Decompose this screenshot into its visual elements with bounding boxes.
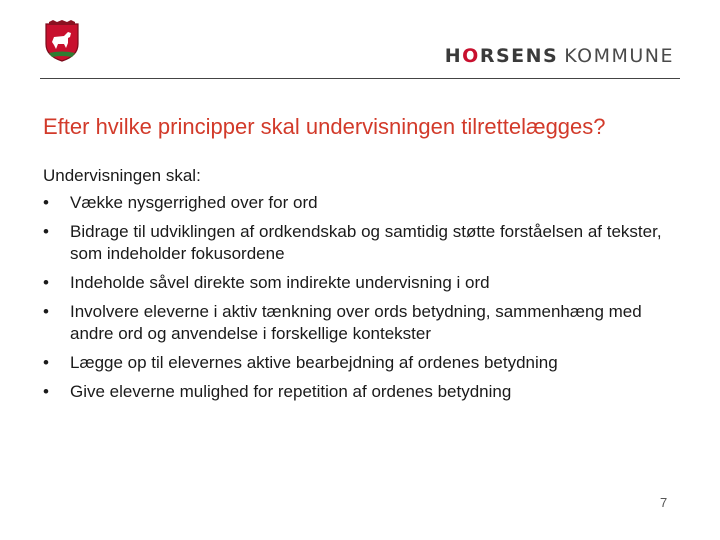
list-item [43, 352, 663, 374]
list-item-text: Indeholde såvel direkte som indirekte undervisning i ord [70, 273, 490, 292]
bullet-icon: • [43, 222, 49, 241]
principles-list [43, 192, 663, 410]
logo-suffix: KOMMUNE [564, 45, 674, 67]
bullet-icon: • [43, 193, 49, 212]
bullet-icon: • [43, 382, 49, 401]
list-item-text: Vække nysgerrighed over for ord [70, 193, 318, 212]
header-divider [40, 78, 680, 79]
list-item-text: Bidrage til udviklingen af ordkendskab og samtidig støtte forståelsen af tekster, som indeholder fokusordene [70, 222, 662, 263]
list-item-text: Involvere eleverne i aktiv tænkning over ords betydning, sammenhæng med andre ord og anvendelse i forskellige kontekster [70, 302, 642, 343]
horsens-coat-of-arms-icon [44, 20, 80, 62]
intro-text: Undervisningen skal: [43, 166, 201, 185]
list-item [43, 381, 663, 403]
bullet-icon: • [43, 353, 49, 372]
list-item [43, 301, 663, 345]
slide-title: Efter hvilke principper skal undervisningen tilrettelægges? [43, 114, 606, 139]
horsens-kommune-logo [445, 45, 674, 67]
page-number: 7 [660, 495, 668, 510]
list-item-text: Lægge op til elevernes aktive bearbejdning af ordenes betydning [70, 353, 558, 372]
list-item [43, 272, 663, 294]
list-item-text: Give eleverne mulighed for repetition af ordenes betydning [70, 382, 512, 401]
logo-accent-letter: O [462, 45, 480, 67]
list-item [43, 221, 663, 265]
bullet-icon: • [43, 273, 49, 292]
logo-word: HORSENS [444, 45, 559, 67]
bullet-icon: • [43, 302, 49, 321]
list-item [43, 192, 663, 214]
